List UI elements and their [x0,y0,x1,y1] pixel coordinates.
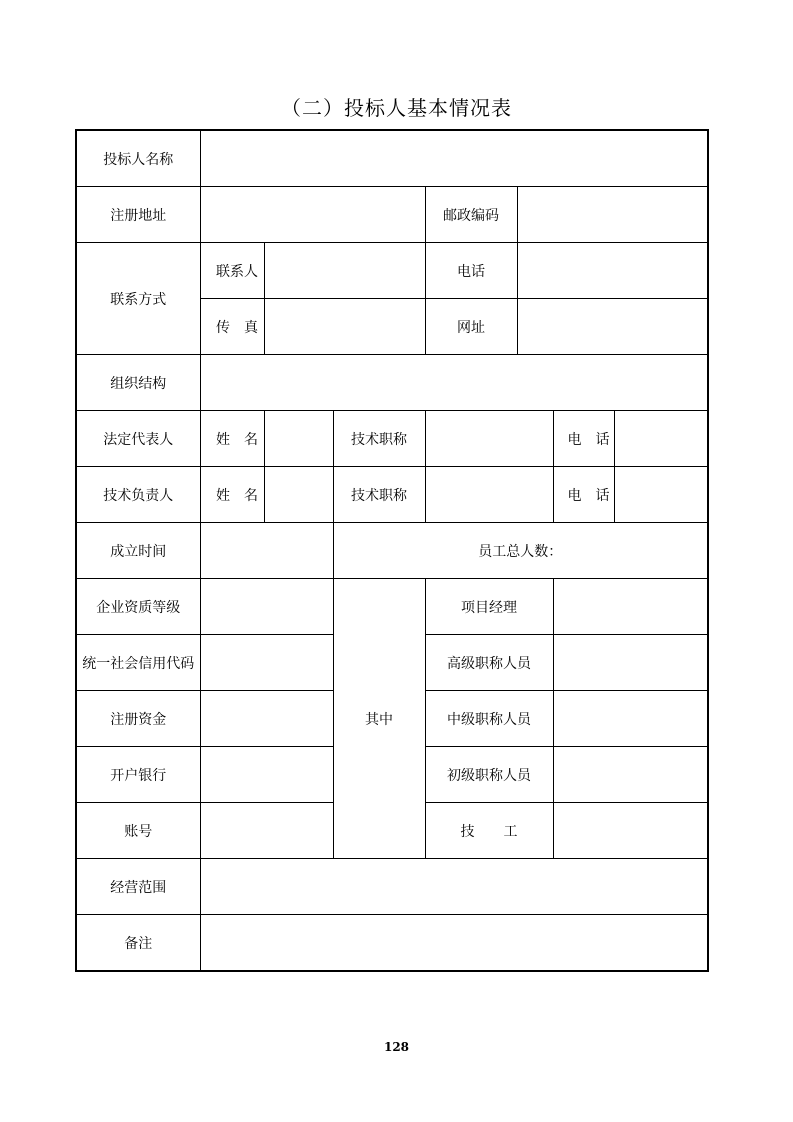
project-manager-label: 项目经理 [425,579,553,635]
org-structure-field[interactable] [200,355,708,411]
worker-label-a: 技 [460,823,475,840]
senior-field[interactable] [553,635,708,691]
tech-lead-title-label: 技术职称 [333,467,425,523]
website-label: 网址 [425,299,517,355]
legal-rep-title-field[interactable] [425,411,553,467]
row-org-structure [76,355,708,411]
page-number: 128 [383,1040,410,1054]
phone-label: 电话 [425,243,517,299]
tech-lead-label: 技术负责人 [76,467,200,523]
phone-field[interactable] [517,243,708,299]
reg-address-field[interactable] [200,187,425,243]
established-label: 成立时间 [76,523,200,579]
fax-field[interactable] [264,299,425,355]
business-scope-field[interactable] [200,859,708,915]
middle-field[interactable] [553,691,708,747]
legal-rep-name-label: 姓 名 [200,411,264,467]
total-staff-label[interactable]: 员工总人数： [333,523,708,579]
junior-label: 初级职称人员 [425,747,553,803]
worker-label [425,803,553,859]
tech-lead-title-field[interactable] [425,467,553,523]
worker-field[interactable] [553,803,708,859]
postcode-label: 邮政编码 [425,187,517,243]
bidder-name-field[interactable] [200,130,708,187]
account-field[interactable] [200,803,333,859]
tech-lead-name-label: 姓 名 [200,467,264,523]
senior-label: 高级职称人员 [425,635,553,691]
middle-label: 中级职称人员 [425,691,553,747]
row-remarks [76,915,708,972]
business-scope-label: 经营范围 [76,859,200,915]
project-manager-field[interactable] [553,579,708,635]
reg-capital-field[interactable] [200,691,333,747]
row-business-scope [76,859,708,915]
page-title: （二）投标人基本情况表 [281,96,512,120]
remarks-label: 备注 [76,915,200,972]
account-label: 账号 [76,803,200,859]
bank-label: 开户银行 [76,747,200,803]
org-structure-label: 组织结构 [76,355,200,411]
worker-label-b: 工 [503,823,518,840]
contact-person-field[interactable] [264,243,425,299]
row-bidder-name [76,130,708,187]
tech-lead-tel-field[interactable] [614,467,708,523]
contact-label: 联系方式 [76,243,200,355]
row-established [76,523,708,579]
of-which-label: 其中 [333,579,425,859]
row-legal-rep [76,411,708,467]
junior-field[interactable] [553,747,708,803]
legal-rep-name-field[interactable] [264,411,333,467]
row-qualification [76,579,708,635]
postcode-field[interactable] [517,187,708,243]
reg-capital-label: 注册资金 [76,691,200,747]
legal-rep-label: 法定代表人 [76,411,200,467]
fax-label: 传 真 [200,299,264,355]
credit-code-label: 统一社会信用代码 [76,635,200,691]
row-tech-lead [76,467,708,523]
row-contact-1 [76,243,708,299]
qualification-field[interactable] [200,579,333,635]
established-field[interactable] [200,523,333,579]
qualification-label: 企业资质等级 [76,579,200,635]
bidder-name-label: 投标人名称 [76,130,200,187]
remarks-field[interactable] [200,915,708,972]
reg-address-label: 注册地址 [76,187,200,243]
contact-person-label: 联系人 [200,243,264,299]
credit-code-field[interactable] [200,635,333,691]
tech-lead-tel-label: 电 话 [553,467,614,523]
tech-lead-name-field[interactable] [264,467,333,523]
legal-rep-tel-field[interactable] [614,411,708,467]
legal-rep-tel-label: 电 话 [553,411,614,467]
legal-rep-title-label: 技术职称 [333,411,425,467]
website-field[interactable] [517,299,708,355]
row-reg-address [76,187,708,243]
bidder-info-table [75,129,709,972]
bank-field[interactable] [200,747,333,803]
